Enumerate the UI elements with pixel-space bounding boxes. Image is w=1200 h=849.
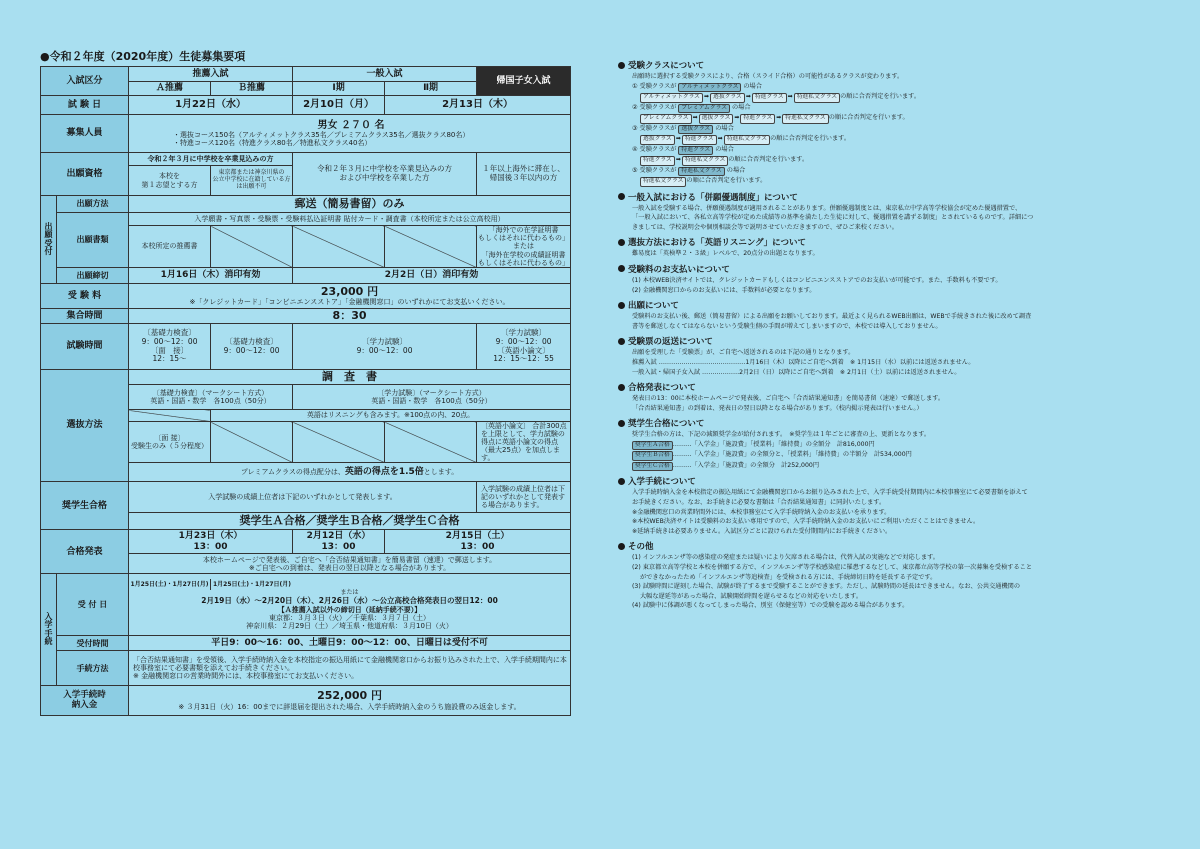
hdr-kikoku: 帰国子女入試: [477, 67, 571, 96]
uk-or: または: [340, 589, 359, 597]
bullet-icon: [618, 543, 625, 550]
sec-heigan-title: 一般入試における「併願優遇制度」について: [618, 192, 1178, 204]
shigan-kikoku: １年以上海外に滞在し、 帰国後３年以内の方: [477, 153, 571, 196]
sec-henso-l3: 一般入試・帰国子女入試 ………………2月2日（日）以降にご自宅へ到着 ※ 2月1日（土）以前には返送されません。: [632, 368, 961, 376]
sec-other-l1: (1) インフルエンザ等の感染症の発症または疑いにより欠席される場合は、代替入試の実施などで対応します。: [632, 554, 939, 562]
label-shogaku: 奨学生合格: [41, 482, 129, 530]
sec-henso-l2: 推薦入試 ……………………………………1月16日（木）以降にご自宅へ到着 ※ 1月15日（水）以前には返送されません。: [632, 358, 975, 366]
sen-mensetsu: 〔面 接〕 受験生のみ（５分程度）: [129, 422, 211, 463]
sec-henso-l1: 出願を受理した「受験票」が、ご自宅へ返送されるのは下記の通りとなります。: [632, 349, 855, 357]
class-flow-1: アルティメットクラス ➡ 選抜クラス ➡ 特進クラス ➡ 特進私文クラス の順に合否判定を行います。: [618, 92, 1178, 103]
sec-shutsugan-l1: 受験料のお支払い後、郵送（簡易書留）による出願をお願いしております。最近よく見られるWEB出願は、WEBで手続きされた後に改めて調査: [632, 313, 1032, 321]
nokin-note: ※ ３月31日（火）16：00までに辞退届を提出された場合、入学手続時納入金のうち施設費のみ返金します。: [178, 703, 521, 712]
shorui-or: または: [513, 242, 535, 251]
boshu-cell: [129, 115, 571, 153]
sec-happyo-l1: 発表日の13：00に本校ホームページで発表後、ご自宅へ「合否結果通知書」を簡易書留（速達）で郵送します。: [632, 395, 945, 403]
doc-title: ●令和２年度（2020年度）生徒募集要項: [40, 50, 246, 63]
sec-tetsuzuki-l5: ※延納手続きは必要ありません。入試区分ごとに設けられた受付期間内にお手続きください。: [632, 527, 892, 535]
sec-shutsugan-l2: 書等を郵送しなくてはならないという受験生側の手間が増えてしまいますので、本校では導入しておりません。: [632, 322, 942, 330]
shigan-b: 東京都または神奈川県の 公立中学校に在籍している方は出願不可: [211, 166, 293, 196]
sec-shogakusei: [618, 418, 1178, 471]
happyo-n2: ※ご自宅への到着は、発表日の翌日以降となる場合があります。: [248, 563, 451, 572]
sec-happyo-title: 合格発表について: [618, 382, 1178, 394]
label-shutsugan-uketsuke: 出 願 受 付: [41, 196, 57, 284]
shigan-a: 本校を 第１志望とする方: [129, 166, 211, 196]
shigan-top: 令和２年３月に中学校を卒業見込みの方: [129, 153, 293, 166]
label-shiken: 試 験 日: [41, 96, 129, 115]
sec-payment: [618, 264, 1178, 295]
sec-shutsugan: [618, 300, 1178, 331]
tetsuzuki-2: ※ 金融機関窓口の営業時間外には、本校事務室にてお支払いください。: [133, 672, 359, 681]
sen-prem: [129, 463, 571, 482]
sen-2-empty: [385, 422, 477, 463]
jikan-ippan: 〔学力試験〕 9：00〜12：00: [293, 324, 477, 370]
bullet-icon: [618, 62, 625, 69]
label-senbatsu: 選抜方法: [41, 370, 129, 482]
shorui-top: 入学願書・写真票・受験票・受験料払込証明書 貼付カード・調査書（本校所定または公立高校用）: [129, 213, 571, 226]
class-flow-5: 特進私文クラス の順に合否判定を行います。: [618, 176, 1178, 187]
uk-d4: 神奈川県：２月29日（土）／埼玉県・他道府県：３月10日（火）: [246, 622, 453, 631]
happyo-suisen: 1月23日（木） 13：00: [129, 530, 293, 554]
tetsuzuki-1: 「合否結果通知書」を受領後、入学手続時納入金を本校指定の振込用紙にて金融機関窓口からお振り込みされた上で、入学手続期間内に本校事務室にて必要書類を添えてお手続きください。: [133, 656, 567, 673]
label-boshu: 募集人員: [41, 115, 129, 153]
class-item-3: ③ 受験クラスが 選抜クラス の場合: [618, 124, 1178, 135]
sen-shoron: 〔英語小論文〕 合計300点を上限として、学力試験の得点に英語小論文の得点（最大25点）を加点します。: [477, 422, 571, 463]
sec-tetsuzuki-title: 入学手続について: [618, 476, 1178, 488]
bullet-icon: [618, 384, 625, 391]
happyo-n1: 本校ホームページで発表後、ご自宅へ「合否結果通知書」を簡易書留（速達）で郵送します。: [202, 555, 497, 564]
bullet-icon: [618, 265, 625, 272]
bullet-icon: [618, 239, 625, 246]
shorui-2-empty: [385, 226, 477, 268]
houhou: 郵送（簡易書留）のみ: [129, 196, 571, 213]
hdr-b: Ｂ推薦: [211, 82, 293, 96]
shorui-kikoku: [477, 226, 571, 268]
sec-class-l1: 出願時に選択する受験クラスにより、合格（スライド合格）の可能性があるクラスが変わります。: [632, 73, 904, 80]
happyo-2: 2月15日（土） 13：00: [385, 530, 571, 554]
label-happyo: 合格発表: [41, 530, 129, 574]
sen-prem-b: 英語の得点を1.5倍: [344, 467, 424, 478]
hdr-suisen: 推薦入試: [129, 67, 293, 82]
sec-heigan-l3: きましては、学校説明会や個別相談会等で説明させていただきますので、ぜひご来校ください。: [632, 223, 898, 231]
sec-happyo-l2: 「合否結果通知書」の到着は、発表日の翌日以降となる場合があります。（校内掲示発表は行いません。）: [632, 404, 923, 412]
label-shorui: 出願書類: [57, 213, 129, 268]
shorui-a: 本校所定の推薦書: [129, 226, 211, 268]
jikan-b: 〔基礎力検査〕 9：00〜12：00: [211, 324, 293, 370]
sec-other-l4: (3) 試験時間に遅刻した場合、試験が終了するまで受験することができます。ただし、試験時間の延長はできません。なお、公共交通機関の: [632, 583, 1021, 591]
bullet-icon: [618, 478, 625, 485]
sec-heigan: [618, 192, 1178, 233]
label-uketsuke: 受 付 日: [57, 574, 129, 636]
sec-tetsuzuki-l2: お手続きください。なお、お手続きに必要な書類は「合否結果通知書」に同封いたします。: [632, 499, 886, 506]
chosa: 調 査 書: [129, 370, 571, 385]
shugo: 8：30: [129, 309, 571, 324]
uk-d2: 【Ａ推薦入試以外の締切日（延納手続不要）】: [277, 605, 422, 614]
sec-happyo: [618, 382, 1178, 413]
shiken-2: 2月13日（木）: [385, 96, 571, 115]
sec-tetsuzuki-l1: 入学手続時納入金を本校指定の振込用紙にて金融機関窓口からお振り込みされた上で、入学手続受付期間内に本校事務室にて必要書類を添えて: [632, 489, 1028, 497]
shorui-k1: 「海外での在学証明書 もしくはそれに代わるもの」: [478, 226, 570, 243]
label-nokin: 入学手続時 納入金: [41, 686, 129, 716]
hdr-ippan: 一般入試: [293, 67, 477, 82]
bullet-icon: [618, 338, 625, 345]
hdr-a: Ａ推薦: [129, 82, 211, 96]
class-flow-4: 特進クラス ➡ 特進私文クラス の順に合否判定を行います。: [618, 155, 1178, 166]
sec-listening-title: 選抜方法における「英語リスニング」について: [618, 237, 1178, 249]
admission-table: [40, 66, 571, 716]
shimekiri-ippan: 2月2日（日）消印有効: [293, 268, 571, 284]
bullet-icon: [618, 302, 625, 309]
sec-listening: [618, 237, 1178, 259]
sec-other: [618, 541, 1178, 611]
shogaku-note: 入学試験の成績上位者は下記のいずれかとして発表します。: [129, 482, 477, 513]
sec-tetsuzuki-l4: ※本校WEB決済サイトは受験料のお支払い専用ですので、入学手続時納入金のお支払いにご利用いただくことはできません。: [632, 518, 980, 526]
boshu-total: 男女 ２７０ 名: [317, 119, 385, 131]
shogakusei-a: 奨学生Ａ合格 ………「入学金」「施設費」「授業料」「維持費」の全額分 計816,000円: [618, 440, 1178, 451]
label-jikan: 試験時間: [41, 324, 129, 370]
hdr-1: Ⅰ期: [293, 82, 385, 96]
shiken-suisen: 1月22日（水）: [129, 96, 293, 115]
sen-prem-c: とします。: [423, 468, 459, 477]
shorui-b-empty: [211, 226, 293, 268]
boshu-senbatsu: ・選抜コース150名（アルティメットクラス35名／プレミアムクラス35名／選抜クラス80名）: [173, 131, 470, 140]
bullet-icon: [618, 193, 625, 200]
right-column: [618, 60, 1178, 616]
sec-tetsuzuki: [618, 476, 1178, 536]
shigan-ippan: 令和２年３月に中学校を卒業見込みの方 および中学校を卒業した方: [293, 153, 477, 196]
sec-payment-title: 受験料のお支払いについて: [618, 264, 1178, 276]
utime: 平日9：00〜16：00、土曜日9：00〜12：00、日曜日は受付不可: [129, 636, 571, 651]
sec-other-l6: (4) 試験中に体調が悪くなってしまった場合、別室（保健室等）での受験を認める場合があります。: [632, 602, 909, 610]
shorui-k2: 「海外在学校の成績証明書 もしくはそれに代わるもの」: [478, 250, 570, 267]
ryo-cell: [129, 284, 571, 309]
sec-other-title: その他: [618, 541, 1178, 553]
class-flow-3: 選抜クラス ➡ 特進クラス ➡ 特進私文クラス の順に合否判定を行います。: [618, 134, 1178, 145]
sec-shogakusei-l1: 奨学生合格の方は、下記の減額奨学金が給付されます。 ※奨学生は１年ごとに審査の上、更新となります。: [632, 431, 931, 439]
sec-other-l5: 大幅な遅延等があった場合、試験開始時間を遅らせるなどの対応をいたします。: [640, 592, 863, 600]
class-item-5: ⑤ 受験クラスが 特進私文クラス の場合: [618, 166, 1178, 177]
sec-heigan-l2: 「一般入試において、各私立高等学校が定めた成績等の基準を満たした生徒に対して、優遇措置を講ずる制度」とされているものです。詳細につ: [632, 214, 1034, 222]
sec-shogakusei-title: 奨学生合格について: [618, 418, 1178, 430]
label-shigan: 出願資格: [41, 153, 129, 196]
left-column: [40, 50, 570, 716]
sec-listening-l1: 難易度は「英検準２・３級」レベルで、20点分の出題となります。: [632, 250, 819, 258]
jikan-kikoku: 〔学力試験〕 9：00〜12：00 〔英語小論文〕 12：15〜12：55: [477, 324, 571, 370]
sen-listen: 英語はリスニングも含みます。※100点の内、20点。: [211, 410, 571, 422]
uketsuke-cell: [129, 574, 571, 636]
label-utime: 受付時間: [57, 636, 129, 651]
sec-payment-l1: (1) 本校WEB決済サイトでは、クレジットカードもしくはコンビニエンスストアでのお支払いが可能です。また、手数料も不要です。: [632, 276, 1002, 284]
sec-other-l3: ができなかったため「インフルエンザ等追検査」を受検される方には、手続締切日時を延長する予定です。: [640, 573, 937, 581]
sec-payment-l2: (2) 金融機関窓口からのお支払いには、手数料が必要となります。: [632, 286, 816, 294]
sec-shutsugan-title: 出願について: [618, 300, 1178, 312]
sec-henso-title: 受験票の返送について: [618, 336, 1178, 348]
sen-suisen: 〔基礎力検査〕（マークシート方式） 英語・国語・数学 各100点（50分）: [129, 385, 293, 410]
sen-prem-a: プレミアムクラスの得点配分は、: [240, 468, 345, 477]
class-flow-2: プレミアムクラス ➡ 選抜クラス ➡ 特進クラス ➡ 特進私文クラス の順に合否判定を行います。: [618, 113, 1178, 124]
uk-a: 1月25日(土)・1月27日(月): [129, 579, 211, 590]
sen-ippan: 〔学力試験〕（マークシート方式） 英語・国語・数学 各100点（50分）: [293, 385, 571, 410]
shogakusei-b: 奨学生Ｂ合格 ………「入学金」「施設費」の全額分と、「授業料」「維持費」の半額分 計534,000円: [618, 450, 1178, 461]
sec-class-title: 受験クラスについて: [618, 60, 1178, 72]
ryo-amount: 23,000 円: [320, 284, 379, 298]
label-houhou: 出願方法: [57, 196, 129, 213]
shogakusei-c: 奨学生Ｃ合格 ………「入学金」「施設費」の全額分 計252,000円: [618, 461, 1178, 472]
sen-b-empty: [211, 422, 293, 463]
label-nyugaku-tetsuzuki: 入 学 手 続: [41, 574, 57, 686]
hdr-2: Ⅱ期: [385, 82, 477, 96]
shimekiri-suisen: 1月16日（木）消印有効: [129, 268, 293, 284]
label-ryo: 受 験 料: [41, 284, 129, 309]
ryo-note: ※「クレジットカード」「コンビニエンスストア」「金融機関窓口」のいずれかにてお支払いください。: [189, 298, 510, 307]
sec-heigan-l1: 一般入試を受験する場合、併願優遇制度が適用されることがあります。併願優遇制度とは、東京私立中学高等学校協会が定めた優遇措置で、: [632, 204, 1022, 212]
class-item-1: ① 受験クラスが アルティメットクラス の場合: [618, 82, 1178, 93]
label-tetsuzuki: 手続方法: [57, 651, 129, 686]
shogaku-kikoku: 入学試験の成績上位者は下記のいずれかとして発表する場合があります。: [477, 482, 571, 513]
tetsuzuki-cell: [129, 651, 571, 686]
uk-d3: 東京都：３月３日（火）／千葉県：３月７日（土）: [269, 613, 431, 622]
sec-class: [618, 60, 1178, 187]
label-shimekiri: 出願締切: [57, 268, 129, 284]
bullet-icon: [618, 420, 625, 427]
shorui-1-empty: [293, 226, 385, 268]
nokin-cell: [129, 686, 571, 716]
boshu-tokushin: ・特進コース120名（特進クラス80名／特進私文クラス40名）: [173, 139, 372, 148]
sen-1-empty: [293, 422, 385, 463]
sen-listen-empty: [129, 410, 211, 422]
hdr-nyushi: 入試区分: [41, 67, 129, 96]
happyo-notes: [129, 554, 571, 574]
jikan-a: 〔基礎力検査〕 9：00〜12：00 〔面 接〕 12：15〜: [129, 324, 211, 370]
happyo-1: 2月12日（水） 13：00: [293, 530, 385, 554]
uk-b: 1月25日(土)・1月27日(月): [213, 581, 292, 589]
nokin-amount: 252,000 円: [317, 689, 382, 703]
label-shugo: 集合時間: [41, 309, 129, 324]
sec-tetsuzuki-l3: ※金融機関窓口の営業時間外には、本校事務室にて入学手続時納入金のお支払いを承ります。: [632, 508, 891, 516]
shiken-1: 2月10日（月）: [293, 96, 385, 115]
uk-d1: 2月19日（水）〜2月20日（木）、2月26日（水）〜公立高校合格発表日の翌日12：00: [201, 596, 498, 606]
sec-other-l2: (2) 東京都立高等学校と本校を併願する方で、インフルエンザ等学校感染症に罹患するなどして、東京都立高等学校の第一次募集を受検すること: [632, 563, 1033, 571]
shogaku-big: 奨学生Ａ合格／奨学生Ｂ合格／奨学生Ｃ合格: [129, 513, 571, 530]
class-item-2: ② 受験クラスが プレミアムクラス の場合: [618, 103, 1178, 114]
sec-henso: [618, 336, 1178, 377]
class-item-4: ④ 受験クラスが 特進クラス の場合: [618, 145, 1178, 156]
